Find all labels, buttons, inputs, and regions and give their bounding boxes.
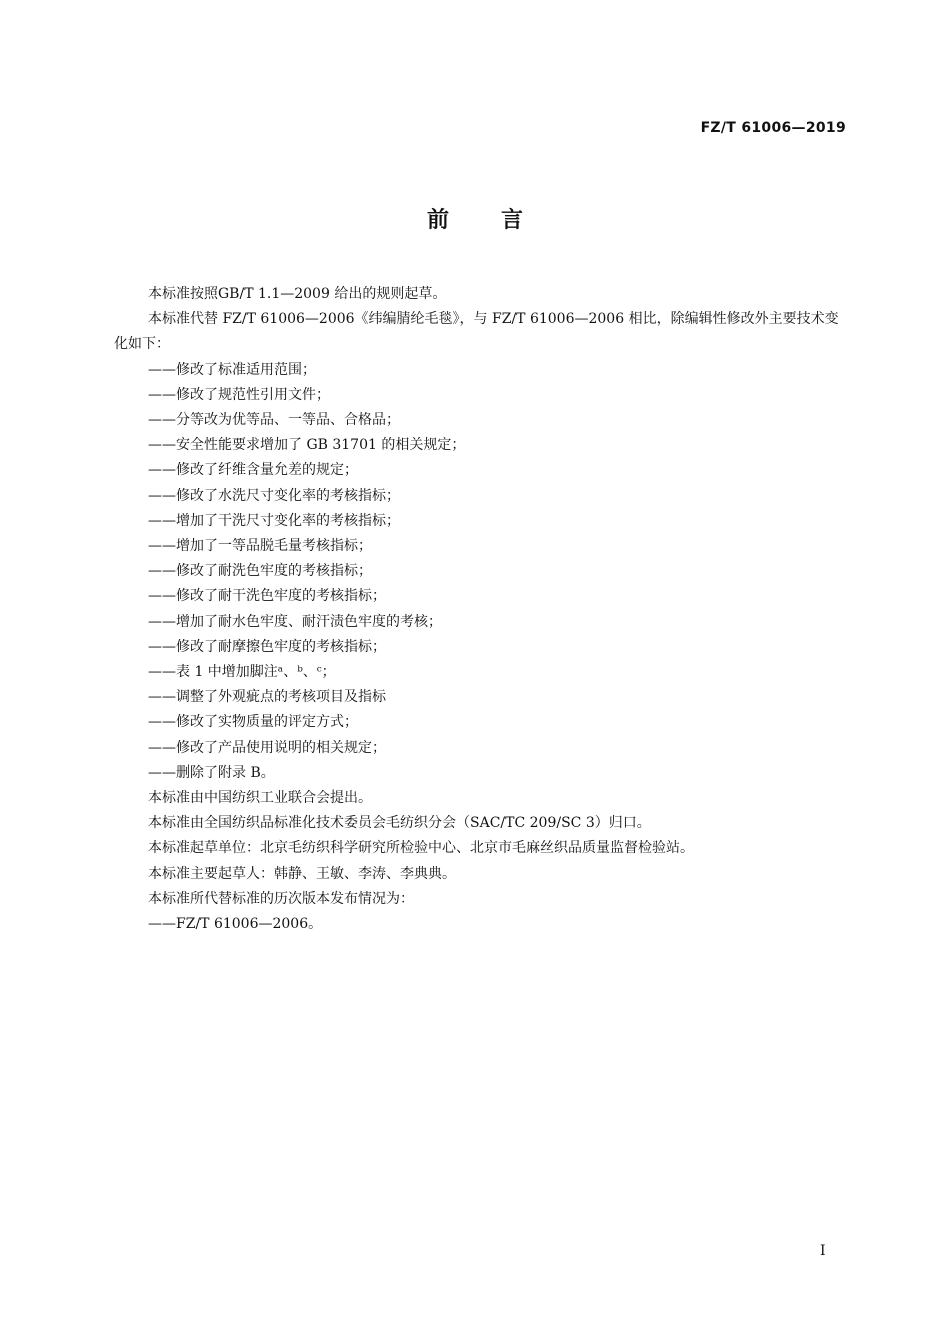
list-item: ——分等改为优等品、一等品、合格品； [148,412,400,429]
list-item: ——调整了外观疵点的考核项目及指标 [148,689,386,706]
paragraph-drafting-rules: 本标准按照GB/T 1.1—2009 给出的规则起草。 [148,286,447,302]
changes-list [114,358,850,786]
standard-code: FZ/T 61006—2019 [700,120,846,136]
list-item: ——修改了产品使用说明的相关规定； [148,739,386,756]
paragraph-replacement: 本标准代替 FZ/T 61006—2006《纬编腈纶毛毯》，与 FZ/T 61006—2006 相比，除编辑性修改外主要技术变化如下： [114,311,839,353]
list-item: ——安全性能要求增加了 GB 31701 的相关规定； [148,437,466,454]
page-title: 前言 [426,208,575,233]
list-item: ——表 1 中增加脚注ᵃ、ᵇ、ᶜ； [148,664,336,681]
list-item: ——修改了实物质量的评定方式； [148,714,358,731]
list-item: ——修改了耐摩擦色牢度的考核指标； [148,638,386,655]
list-item: ——删除了附录 B。 [148,764,275,781]
list-item: ——修改了耐洗色牢度的考核指标； [148,563,372,580]
list-item: ——修改了标准适用范围； [148,361,316,378]
list-item: ——修改了规范性引用文件； [148,386,330,403]
list-item: ——增加了一等品脱毛量考核指标； [148,538,372,555]
list-item: ——修改了水洗尺寸变化率的考核指标； [148,487,400,504]
preface-body [114,282,850,937]
list-item: ——修改了耐干洗色牢度的考核指标； [148,588,386,605]
paragraph-drafting-units: 本标准起草单位：北京毛纺织科学研究所检验中心、北京市毛麻丝织品质量监督检验站。 [148,840,694,857]
paragraph-drafters: 本标准主要起草人：韩静、王敏、李涛、李典典。 [148,865,456,882]
list-item: ——FZ/T 61006—2006。 [148,916,323,933]
paragraph-history-intro: 本标准所代替标准的历次版本发布情况为： [148,890,414,907]
list-item: ——增加了干洗尺寸变化率的考核指标； [148,512,400,529]
paragraph-proposer: 本标准由中国纺织工业联合会提出。 [148,790,372,807]
paragraph-centralized-unit: 本标准由全国纺织品标准化技术委员会毛纺织分会（SAC/TC 209/SC 3）归口。 [148,815,651,832]
page-number: I [820,1243,826,1259]
list-item: ——增加了耐水色牢度、耐汗渍色牢度的考核； [148,613,442,630]
list-item: ——修改了纤维含量允差的规定； [148,462,358,479]
